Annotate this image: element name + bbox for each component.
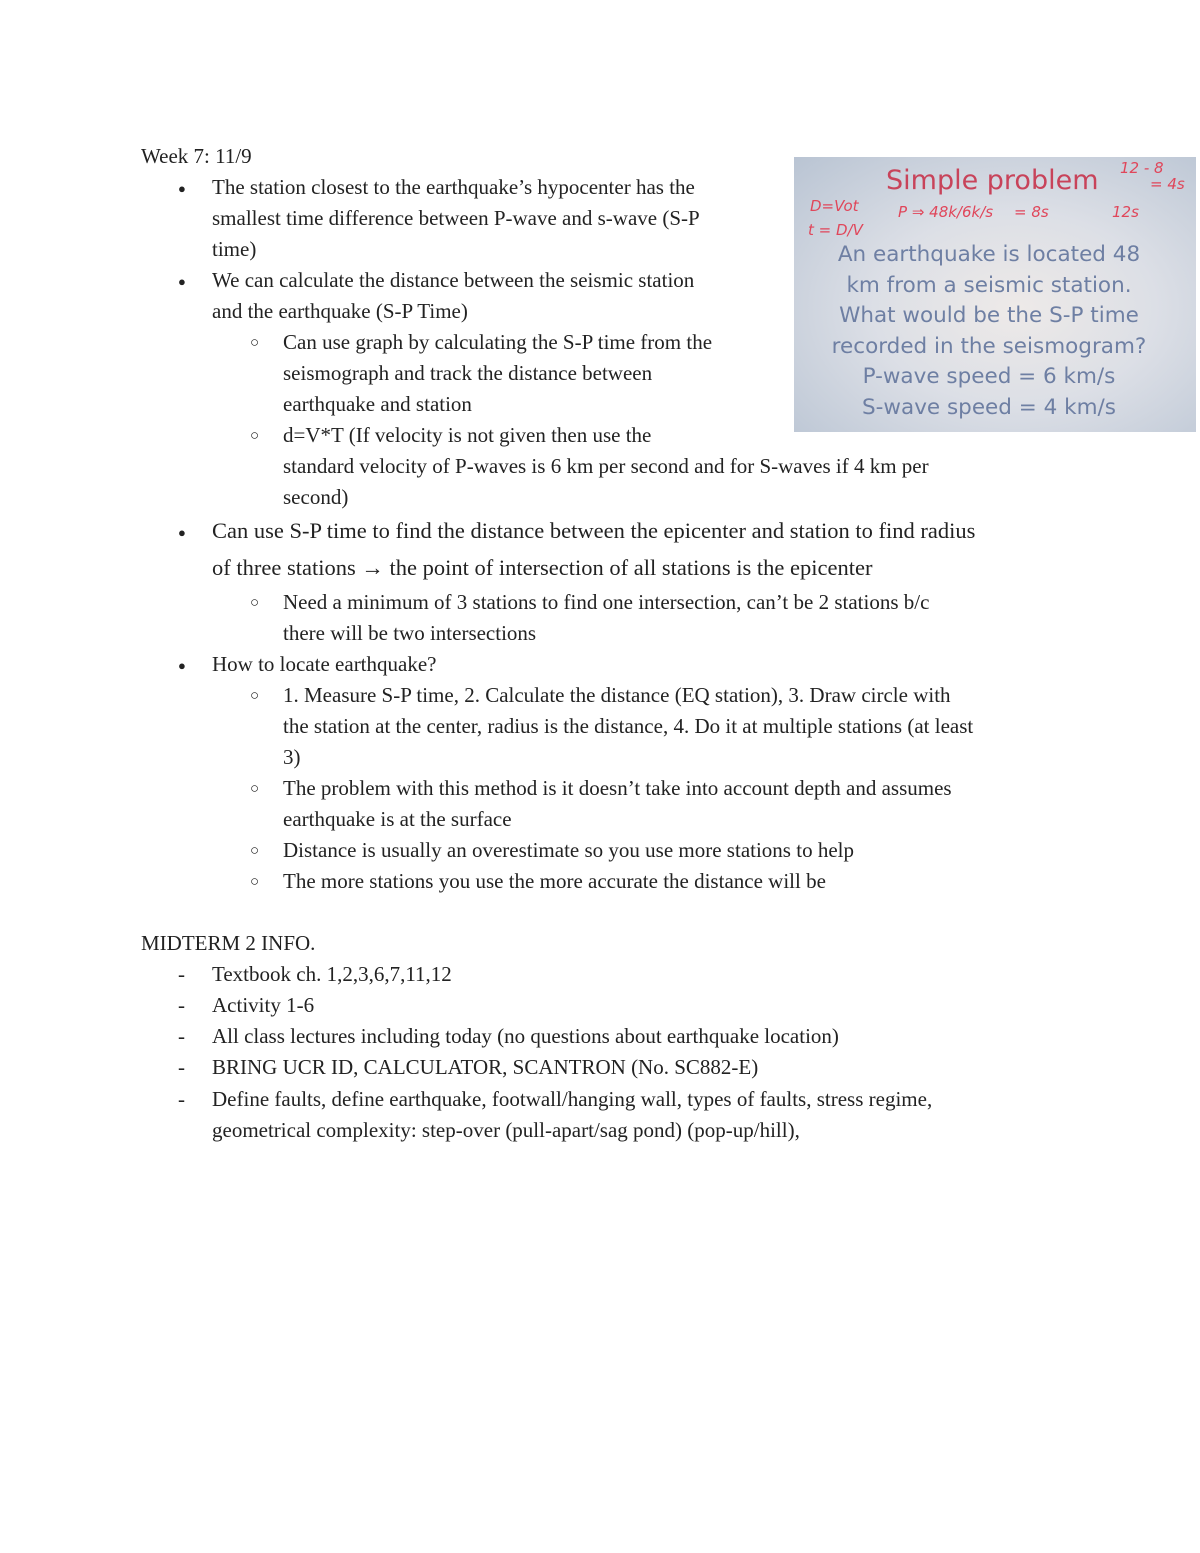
dash-icon: - xyxy=(178,1024,185,1048)
bullet-icon: ● xyxy=(178,274,186,289)
note-text: Need a minimum of 3 stations to find one intersection, can’t be 2 stations b/c xyxy=(283,590,930,614)
page-heading: Week 7: 11/9 xyxy=(141,144,252,168)
note-text: Can use graph by calculating the S-P time from the xyxy=(283,330,713,354)
handwritten-note: = 4s xyxy=(1150,175,1185,193)
note-text: earthquake is at the surface xyxy=(283,807,512,831)
slide-image xyxy=(794,157,1196,432)
list-item: Textbook ch. 1,2,3,6,7,11,12 xyxy=(212,962,452,986)
list-item: All class lectures including today (no questions about earthquake location) xyxy=(212,1024,839,1048)
dash-icon: - xyxy=(178,1087,185,1111)
sub-bullet-icon: ○ xyxy=(250,874,260,890)
note-text: The station closest to the earthquake’s hypocenter has the xyxy=(212,175,695,199)
bullet-icon: ● xyxy=(178,181,186,196)
slide-text: An earthquake is located 48 xyxy=(837,242,1141,267)
bullet-icon: ● xyxy=(178,658,186,673)
note-text: Can use S-P time to find the distance between the epicenter and station to find radius xyxy=(212,518,976,543)
note-text: We can calculate the distance between the seismic station xyxy=(212,268,695,292)
handwritten-note: 12s xyxy=(1112,203,1139,221)
slide-text: What would be the S-P time xyxy=(839,303,1139,328)
note-text: earthquake and station xyxy=(283,392,472,416)
handwritten-note: 12 - 8 xyxy=(1120,159,1164,177)
note-text: The more stations you use the more accurate the distance will be xyxy=(283,869,826,893)
note-text: of three stations → the point of intersection of all stations is the epicenter xyxy=(212,555,873,580)
note-text: 1. Measure S-P time, 2. Calculate the distance (EQ station), 3. Draw circle with xyxy=(283,683,951,707)
list-item: BRING UCR ID, CALCULATOR, SCANTRON (No. SC882-E) xyxy=(212,1055,759,1079)
note-text: d=V*T (If velocity is not given then use the xyxy=(283,423,652,447)
note-text: there will be two intersections xyxy=(283,621,537,645)
list-item: Define faults, define earthquake, footwall/hanging wall, types of faults, stress regime, xyxy=(212,1087,933,1111)
note-text: second) xyxy=(283,485,349,509)
note-text: The problem with this method is it doesn’t take into account depth and assumes xyxy=(283,776,952,800)
sub-bullet-icon: ○ xyxy=(250,335,260,351)
slide-text: recorded in the seismogram? xyxy=(831,334,1147,359)
dash-icon: - xyxy=(178,962,185,986)
list-item: Activity 1-6 xyxy=(212,993,315,1017)
note-text: smallest time difference between P-wave and s-wave (S-P xyxy=(212,206,700,230)
slide-text: P-wave speed = 6 km/s xyxy=(862,364,1116,389)
bullet-icon: ● xyxy=(178,525,186,540)
note-text: time) xyxy=(212,237,257,261)
sub-bullet-icon: ○ xyxy=(250,843,260,859)
sub-bullet-icon: ○ xyxy=(250,428,260,444)
note-text: and the earthquake (S-P Time) xyxy=(212,299,468,323)
note-text: Distance is usually an overestimate so you use more stations to help xyxy=(283,838,854,862)
slide-text: km from a seismic station. xyxy=(846,273,1132,298)
sub-bullet-icon: ○ xyxy=(250,688,260,704)
slide-text: S-wave speed = 4 km/s xyxy=(862,395,1116,420)
handwritten-note: = 8s xyxy=(1014,203,1049,221)
note-text: How to locate earthquake? xyxy=(212,652,437,676)
sub-bullet-icon: ○ xyxy=(250,781,260,797)
list-item: geometrical complexity: step-over (pull-apart/sag pond) (pop-up/hill), xyxy=(212,1118,800,1142)
slide-title: Simple problem xyxy=(886,165,1099,196)
midterm-title: MIDTERM 2 INFO. xyxy=(141,931,316,955)
note-text: the station at the center, radius is the distance, 4. Do it at multiple stations (at least xyxy=(283,714,974,738)
note-text: standard velocity of P-waves is 6 km per second and for S-waves if 4 km per xyxy=(283,454,929,478)
handwritten-note: P ⇒ 48k/6k/s xyxy=(898,203,994,221)
dash-icon: - xyxy=(178,1055,185,1079)
handwritten-note: t = D/V xyxy=(808,221,863,239)
dash-icon: - xyxy=(178,993,185,1017)
handwritten-note: D=Vot xyxy=(810,197,859,215)
note-text: 3) xyxy=(283,745,301,769)
note-text: seismograph and track the distance between xyxy=(283,361,653,385)
sub-bullet-icon: ○ xyxy=(250,595,260,611)
